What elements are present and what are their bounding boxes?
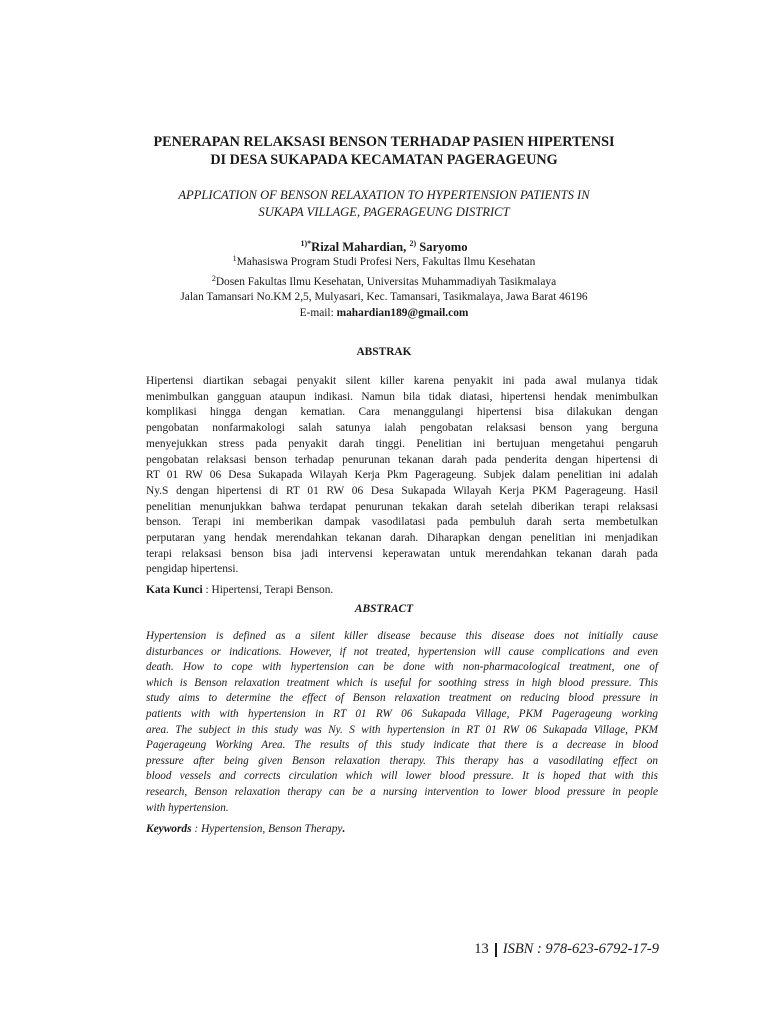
kata-kunci-label: Kata Kunci bbox=[146, 584, 203, 596]
abstrak-line: menimbulkan gangguan ataupun indikasi. Namun bila tidak diatasi, hipertensi hendak menimbulkan bbox=[146, 390, 658, 403]
abstract-heading: ABSTRACT bbox=[354, 603, 414, 615]
author-2-name: Saryomo bbox=[419, 240, 468, 254]
author-1-marker: 1)* bbox=[300, 239, 312, 248]
paper-title bbox=[110, 134, 658, 169]
abstrak-line: komplikasi hingga dengan kematian. Cara menanggulangi hipertensi bisa dilakukan dengan bbox=[146, 406, 658, 419]
keywords bbox=[146, 823, 345, 835]
abstrak-line: pengobatan relaksasi benson terhadap penurunan tekanan darah pada penderita dengan hipertensi di bbox=[146, 453, 658, 466]
abstrak-line: benson. Terapi ini memberikan dampak vasodilatasi pada pembuluh darah serta membetulkan bbox=[146, 516, 658, 529]
affiliation-1-marker: 1 bbox=[232, 254, 237, 263]
abstrak-line: menyejukkan stress pada penyakit darah tinggi. Penelitian ini bertujuan mengetahui pengaruh bbox=[146, 437, 658, 450]
email-label: E-mail: bbox=[299, 306, 337, 319]
abstrak-heading: ABSTRAK bbox=[356, 346, 412, 358]
keywords-label: Keywords bbox=[146, 823, 192, 835]
abstract-line: research, Benson relaxation therapy can be a nursing intervention to lower blood pressure in people bbox=[146, 785, 658, 798]
abstrak-line: RT 01 RW 06 Desa Sukapada Wilayah Kerja Pkm Pagerageung. Subjek dalam penelitian ini adalah bbox=[146, 469, 658, 482]
title-line-1: PENERAPAN RELAKSASI BENSON TERHADAP PASIEN HIPERTENSI bbox=[153, 134, 615, 150]
keywords-period: . bbox=[342, 823, 346, 835]
page-footer bbox=[474, 941, 659, 958]
english-title bbox=[100, 187, 668, 221]
abstract-line: study aims to determine the effect of Benson relaxation treatment on reducing blood pressure in bbox=[146, 692, 658, 705]
abstrak-line: penelitian menunjukkan bahwa terdapat penurunan tekakan darah setelah diberikan terapi relaksasi bbox=[146, 500, 658, 513]
address: Jalan Tamansari No.KM 2,5, Mulyasari, Kec. Tamansari, Tasikmalaya, Jawa Barat 46196 bbox=[180, 291, 588, 303]
kata-kunci bbox=[146, 584, 333, 596]
abstrak-line: terapi relaksasi benson bisa jadi intervensi keperawatan untuk merendahkan tekanan darah pada bbox=[146, 547, 658, 560]
affiliations bbox=[100, 251, 668, 321]
email-line bbox=[100, 306, 668, 322]
title-line-2: DI DESA SUKAPADA KECAMATAN PAGERAGEUNG bbox=[210, 151, 558, 168]
abstract-line: Hypertension is defined as a silent killer disease because this disease does not initially cause bbox=[146, 630, 658, 642]
abstract-line: Pagerageung Working Area. The results of this study indicate that there is a decrease in blood bbox=[146, 739, 658, 752]
author-1-name: Rizal Mahardian, bbox=[311, 240, 407, 254]
footer-separator bbox=[495, 943, 497, 957]
keywords-text: : Hypertension, Benson Therapy bbox=[191, 823, 343, 835]
abstract-line: disturbances or indications. However, if not treated, hypertension will cause complications and even bbox=[146, 645, 658, 658]
abstract-body bbox=[146, 629, 658, 816]
affiliation-1 bbox=[100, 251, 668, 271]
abstract-line: patients with with hypertension in RT 01 RW 06 Sukapada Village, PKM Pagerageung working bbox=[146, 707, 658, 720]
abstrak-line: Ny.S dengan hipertensi di RT 01 RW 06 Desa Sukapada Wilayah Kerja PKM Pagerageung. Hasil bbox=[146, 484, 658, 497]
abstrak-body bbox=[146, 374, 658, 578]
abstract-line: with hypertension. bbox=[146, 801, 229, 814]
page-number: 13 bbox=[474, 941, 489, 957]
abstrak-line: perputaran yang hendak merendahkan tekanan darah. Diharapkan dengan penelitian ini menjadikan bbox=[146, 532, 658, 545]
abstrak-line: Hipertensi diartikan sebagai penyakit silent killer karena penyakit ini pada awal mulanya tidak bbox=[146, 375, 658, 387]
abstrak-line: pengobatan nonfarmakologi salah satunya ialah pengobatan relaksasi benson yang berguna bbox=[146, 422, 658, 435]
author-2-marker: 2) bbox=[409, 239, 417, 248]
abstract-line: blood vessels and corrects circulation which will lower blood pressure. It is hoped that with this bbox=[146, 770, 658, 783]
affiliation-1-text: Mahasiswa Program Studi Profesi Ners, Fakultas Ilmu Kesehatan bbox=[236, 256, 536, 268]
english-title-line-2: SUKAPA VILLAGE, PAGERAGEUNG DISTRICT bbox=[258, 205, 510, 219]
kata-kunci-text: : Hipertensi, Terapi Benson. bbox=[202, 584, 334, 596]
affiliation-2-text: Dosen Fakultas Ilmu Kesehatan, Universitas Muhammadiyah Tasikmalaya bbox=[215, 275, 557, 288]
affiliation-2-marker: 2 bbox=[211, 273, 216, 283]
abstract-line: area. The subject in this study was Ny. S with hypertension in RT 01 RW 06 Sukapada Village, PKM bbox=[146, 723, 658, 736]
english-title-line-1: APPLICATION OF BENSON RELAXATION TO HYPERTENSION PATIENTS IN bbox=[178, 188, 590, 202]
affiliation-2 bbox=[100, 271, 668, 291]
abstract-line: which is Benson relaxation treatment which is useful for soothing stress in high blood pressure. This bbox=[146, 676, 658, 689]
isbn-text: ISBN : 978-623-6792-17-9 bbox=[502, 941, 659, 957]
abstract-line: death. How to cope with hypertension can be done with non-pharmacological treatment, one of bbox=[146, 661, 658, 674]
abstrak-line: pengidap hipertensi. bbox=[146, 563, 239, 576]
abstract-line: pressure after being given Benson relaxation therapy. This therapy has a vasodilating effect on bbox=[146, 754, 658, 767]
email-address: mahardian189@gmail.com bbox=[336, 306, 469, 319]
